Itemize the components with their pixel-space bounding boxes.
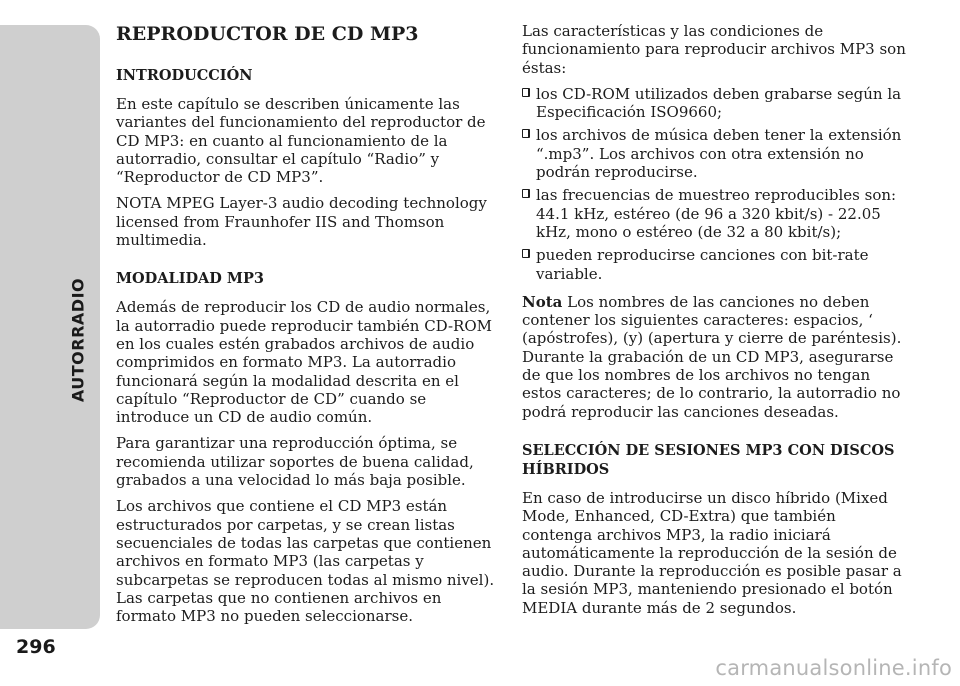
conditions-list [522, 85, 908, 283]
watermark: carmanualsonline.info [715, 656, 952, 680]
intro-paragraph-2: NOTA MPEG Layer-3 audio decoding technology licensed from Fraunhofer IIS and Thomson multimedia. [116, 194, 487, 250]
list-item-text: los CD-ROM utilizados deben grabarse según la Especificación ISO9660; [536, 84, 902, 122]
conditions-intro: Las características y las condiciones de funcionamiento para reproducir archivos MP3 son éstas: [522, 22, 906, 77]
chapter-label: AUTORRADIO [68, 277, 88, 403]
intro-paragraph-1: En este capítulo se describen únicamente las variantes del funcionamiento del reproductor de CD MP3: en cuanto al funcionamiento de la autorradio, consultar el capítulo “Radio” y “Reproductor de CD MP3”. [116, 95, 486, 187]
list-item [522, 85, 908, 122]
hybrid-paragraph: En caso de introducirse un disco híbrido (Mixed Mode, Enhanced, CD-Extra) que también contenga archivos MP3, la radio iniciará automáticamente la reproducción de la sesión de audio. Durante la reproducción es posible pasar a la sesión MP3, manteniendo presionado el botón MEDIA durante más de 2 segundos. [522, 488, 902, 617]
list-item-text: pueden reproducirse canciones con bit-rate variable. [536, 246, 869, 283]
checkbox-bullet-icon [522, 88, 530, 97]
checkbox-bullet-icon [522, 189, 530, 198]
hybrid-heading: SELECCIÓN DE SESIONES MP3 CON DISCOS HÍBRIDOS [522, 441, 895, 478]
nota-paragraph [522, 293, 908, 421]
list-item [522, 186, 908, 241]
list-item-text: los archivos de música deben tener la extensión “.mp3”. Los archivos con otra extensión no podrán reproducirse. [536, 126, 902, 182]
right-column [522, 22, 908, 625]
nota-label: Nota [522, 292, 563, 311]
list-item-text: las frecuencias de muestreo reproducibles son: 44.1 kHz, estéreo (de 96 a 320 kbit/s) - 22.05 kHz, mono o estéreo (de 32 a 80 kbit/s); [536, 186, 897, 241]
mode-heading: MODALIDAD MP3 [116, 270, 264, 288]
intro-heading: INTRODUCCIÓN [116, 67, 253, 84]
section-title: REPRODUCTOR DE CD MP3 [116, 23, 419, 45]
checkbox-bullet-icon [522, 129, 530, 138]
checkbox-bullet-icon [522, 249, 530, 258]
page-number: 296 [16, 636, 56, 658]
mode-paragraph-2: Para garantizar una reproducción óptima, se recomienda utilizar soportes de buena calidad, grabados a una velocidad lo más baja posible. [116, 434, 474, 490]
left-column [116, 22, 500, 633]
mode-paragraph-1: Además de reproducir los CD de audio normales, la autorradio puede reproducir también CD-ROM en los cuales estén grabados archivos de audio comprimidos en formato MP3. La autorradio funcionará según la modalidad descrita en el capítulo “Reproductor de CD” cuando se introduce un CD de audio común. [116, 298, 492, 427]
nota-text: Los nombres de las canciones no deben contener los siguientes caracteres: espacios, ‘ (apóstrofes), (y) (apertura y cierre de paréntesis). Durante la grabación de un CD MP3, asegurarse de que los nombres de los archivos no tengan estos caracteres; de lo contrario, la autorradio no podrá reproducir las canciones deseadas. [522, 292, 902, 421]
list-item [522, 126, 908, 181]
list-item [522, 246, 908, 283]
mode-paragraph-3: Los archivos que contiene el CD MP3 están estructurados por carpetas, y se crean listas secuenciales de todas las carpetas que contienen archivos en formato MP3 (las carpetas y subcarpetas se reproducen todas al mismo nivel). Las carpetas que no contienen archivos en formato MP3 no pueden seleccionarse. [116, 497, 495, 626]
